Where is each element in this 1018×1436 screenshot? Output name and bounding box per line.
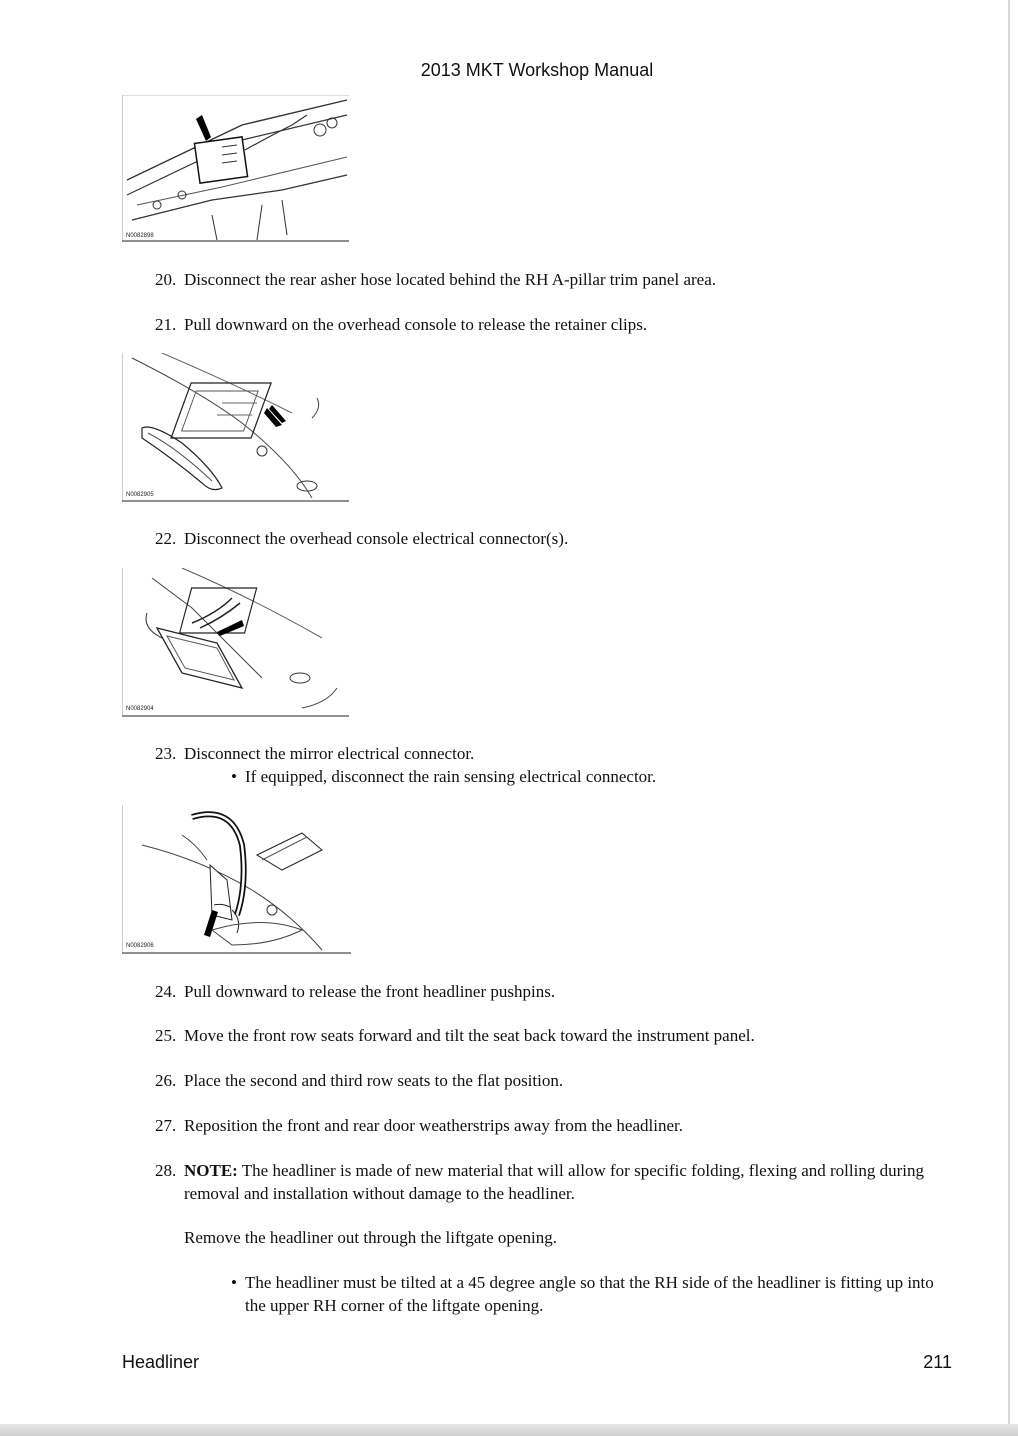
step-28-note xyxy=(184,1159,954,1205)
page-shadow xyxy=(0,1424,1018,1436)
step-25 xyxy=(155,1024,955,1047)
step-number: 25. xyxy=(155,1026,177,1045)
step-number: 27. xyxy=(155,1116,177,1135)
page-number: 211 xyxy=(923,1352,952,1372)
step-28-bullet xyxy=(231,1271,951,1317)
step-23 xyxy=(155,742,955,765)
bullet-text: If equipped, disconnect the rain sensing electrical connector. xyxy=(245,767,657,786)
step-number: 20. xyxy=(155,270,177,289)
step-26 xyxy=(155,1069,955,1092)
step-text: Disconnect the mirror electrical connector. xyxy=(184,744,475,763)
step-number: 24. xyxy=(155,982,177,1001)
step-number: 21. xyxy=(155,315,177,334)
step-28-text: Remove the headliner out through the liftgate opening. xyxy=(184,1228,557,1247)
figure-label: N0082898 xyxy=(126,233,154,239)
step-20 xyxy=(155,268,955,291)
bullet-mark: • xyxy=(231,767,237,786)
figure-overhead-console-illustration xyxy=(122,353,349,503)
step-24 xyxy=(155,980,955,1003)
bullet-mark: • xyxy=(231,1273,237,1292)
note-text: The headliner is made of new material that will allow for specific folding, flexing and rolling during removal and installation without damage to the headliner. xyxy=(184,1161,924,1203)
step-number: 23. xyxy=(155,744,177,763)
step-27 xyxy=(155,1114,955,1137)
page-edge xyxy=(1008,0,1010,1436)
step-text: Disconnect the overhead console electrical connector(s). xyxy=(184,529,569,548)
step-23-bullet xyxy=(231,765,951,788)
footer-section: Headliner xyxy=(122,1352,200,1372)
step-text: Move the front row seats forward and tilt the seat back toward the instrument panel. xyxy=(184,1026,755,1045)
figure-label: N0082905 xyxy=(126,492,154,498)
step-text: Pull downward to release the front headliner pushpins. xyxy=(184,982,556,1001)
step-number: 28. xyxy=(155,1161,177,1180)
step-text: Disconnect the rear asher hose located behind the RH A-pillar trim panel area. xyxy=(184,270,716,289)
page-title: 2013 MKT Workshop Manual xyxy=(420,60,654,80)
figure-module-illustration xyxy=(122,95,349,243)
figure-label: N0082904 xyxy=(126,706,154,712)
bullet-text: The headliner must be tilted at a 45 degree angle so that the RH side of the headliner is fitting up into the upper RH corner of the liftgate opening. xyxy=(245,1273,934,1315)
step-text: Place the second and third row seats to the flat position. xyxy=(184,1071,564,1090)
figure-label: N0082906 xyxy=(126,943,154,949)
step-22 xyxy=(155,527,955,550)
step-text: Pull downward on the overhead console to release the retainer clips. xyxy=(184,315,648,334)
step-number: 22. xyxy=(155,529,177,548)
step-text: Reposition the front and rear door weatherstrips away from the headliner. xyxy=(184,1116,683,1135)
figure-mirror-connector-illustration xyxy=(122,805,349,955)
step-21 xyxy=(155,313,955,336)
figure-connector-illustration xyxy=(122,568,349,718)
step-number: 26. xyxy=(155,1071,177,1090)
note-label: NOTE: xyxy=(184,1161,238,1180)
